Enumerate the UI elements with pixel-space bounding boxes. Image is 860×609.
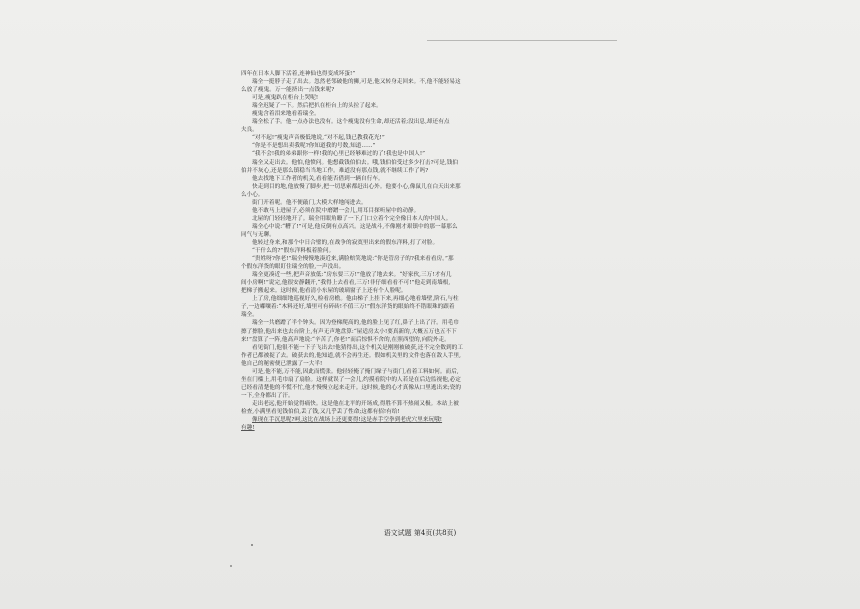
text-line: 瑞全迟疑了一下。然后把扒在柜台上的头拉了起来。 (252, 103, 382, 110)
text-line: 街门开着呢。他不便敲门,大模大样地闯进去。 (252, 199, 367, 206)
text-line: 作者已都被捉了去。破获去的,他知道,就不会再生还。假如机关里的文件也落在敌人手里, (241, 352, 461, 359)
scan-speck (230, 565, 232, 567)
text-line: 可是,他不能,万不能,因此而慌张。他轻轻掩了掩门缘子与街门,看着工料如何。而后, (252, 368, 459, 375)
text-line: 个假东洋货的眼盯住瑞全的脸,一声没出。 (241, 264, 345, 271)
text-line: 检查,小满里看见钱伯伯,丢了钱,又几乎丢了性命;这都有招!有给! (241, 408, 400, 415)
text-line: 么放了瘦鬼。万一能挤出一点钱来呢? (241, 87, 335, 94)
text-line: “对不起!”瘦鬼声音极低地说,“对不起,钱已教我花光!” (252, 135, 385, 142)
text-line: 子,一边嘟嚷着:“木料还好,墙里可有碎砖!不值三万!”假东洋货的眼始终不错眼珠的跟着 (241, 304, 455, 311)
text-line: 上了房,他细细地巡视好久,检看房檐。他由梯子上挂下来,再细心地看墙壁,阶石,与柱 (252, 296, 459, 303)
text-line: 看见街门,他很不能一下子飞出去!他猜得出,这个机关是刚刚被破获,还不完全数到的工 (252, 344, 463, 351)
text-line: 瑞全一挺脖子走了出去。忽然老邻破他的狮,可是,他又转身走回来。不,他不能轻易这 (252, 79, 461, 86)
text-line: 走出老远,他开始觉得痛快。这是他在北平的开场成,得胜不算不热闹又极。本站上被 (252, 400, 459, 407)
text-line: 瘦鬼含着泪来地看着瑞全。 (252, 111, 320, 118)
text-line: 四年在日本人脚下活着,连神仙也得变成坏蛋!” (241, 71, 356, 77)
text-line: 么小心。 (241, 191, 264, 198)
story-text (241, 70, 559, 432)
text-line: 他自己的秘密便已泄露了一大半! (241, 360, 323, 367)
text-line: 北屋的门轻轻地开了。瑞全用眼角瞭了一下,门口立着个完全像日本人的中国人。 (252, 215, 452, 222)
text-line: 有趣! (241, 425, 255, 432)
text-line: “你是不是想出卖我呢?你知道我的号数,知道……” (252, 143, 376, 150)
text-line: 夫良。 (241, 127, 258, 134)
text-line: 一下,全身都出了汗。 (241, 392, 294, 399)
text-line: 来!”盘算了一阵,他高声地说:“辛苦了,你老!”而后惊惧不舍的,在照西望的,向院外走。 (241, 336, 450, 343)
text-line: 瑞全心中说:“糟了!”可是,他反倒有点高兴。这是战斗,不像刚才艰镇中的那一幕那么 (252, 223, 458, 230)
text-line: 坐在门槛上,用毛巾扇了扇脸。这样就误了一会儿,约摸看院中的人若是在后边监视他,必定 (241, 376, 461, 383)
text-line: 擦了擦脸,他出来也去台阶上,有声无声地盘算:“屋适房太小!要真新的,大概五万也五不下 (241, 328, 457, 335)
text-line: “我不会!我的弟弟跟你一样!我的心里已经够难过的了!我也是中国人!” (252, 151, 426, 158)
text-line: “贵姓呀?你老!”瑞全慢慢地凑近来,满脸赔笑地说:“你是管房子的?我来看看房。”那 (252, 256, 454, 263)
text-line: 他转过身来,和那个中日合璧的,在战争的寂寞里出来的假东洋料,打了对脸。 (252, 239, 439, 246)
text-line: 瑞全又走出去。他怕,他愤问。他想截钱伯伯去。哦,钱伯伯受过多少打击?可是,钱伯 (252, 159, 459, 166)
text-line: 可是,瘦鬼趴在柜台上哭呢! (252, 95, 319, 102)
text-line: 像现在手沉思呢?呵,这比在战场上还更要得!这是赤手空拳到老虎穴里来玩哦! (252, 417, 443, 424)
scan-speck (251, 544, 253, 546)
text-line: 快走到目的地,他放慢了脚步,把一切思索都赶出心外。他要小心,像鼠儿在白天出来那 (252, 183, 461, 190)
text-line: 同气与无聊。 (241, 231, 275, 238)
text-line: 把梯子搬起来。这时候,他看清小东屋的玻璃窗子上还有个人脸呢。 (241, 288, 407, 295)
text-line: “干什么的?”假东洋料板着脸问。 (252, 248, 335, 255)
top-rule (427, 40, 617, 41)
page-footer: 语文试题 第4页(共8页) (383, 529, 457, 537)
text-line: 他不敢马上进屋子,必须在院中磨蹭一会儿,用耳目探听屋中的动静。 (252, 207, 420, 214)
text-line: 瑞全松了手。他一点办法也没有。这个瘦鬼没有生命,却还活着;没出息,却还有点 (252, 119, 450, 126)
text-line: 他去找地下工作者的机关,看看能否借到一辆自行车。 (252, 175, 384, 182)
text-line: 瑞全一共磨蹭了半个钟头。因为登梯爬高的,他的脸上见了红,鼻子上出了汗。用毛巾 (252, 320, 459, 327)
text-line: 已经看清楚他的不慌不忙,他才慢慢立起来走开。这时候,他的心才真像从口里逃出来;瓷的 (241, 384, 462, 391)
text-line: 瑞全。 (241, 312, 258, 319)
text-line: 瑞全更凑近一些,把声音放低:“房东要三万!”他放了地去来。“好家伙,三万!才有几 (252, 272, 452, 279)
text-line: 间小房啊!”说完,他很安静翻开,“我得上去看看,三万!非仔细看看不可!”他走到南墙根, (241, 280, 451, 287)
text-line: 伯并不灰心,还是那么镇稳当当地工作。难道没有那点钱,就不继续工作了吗? (241, 167, 429, 174)
